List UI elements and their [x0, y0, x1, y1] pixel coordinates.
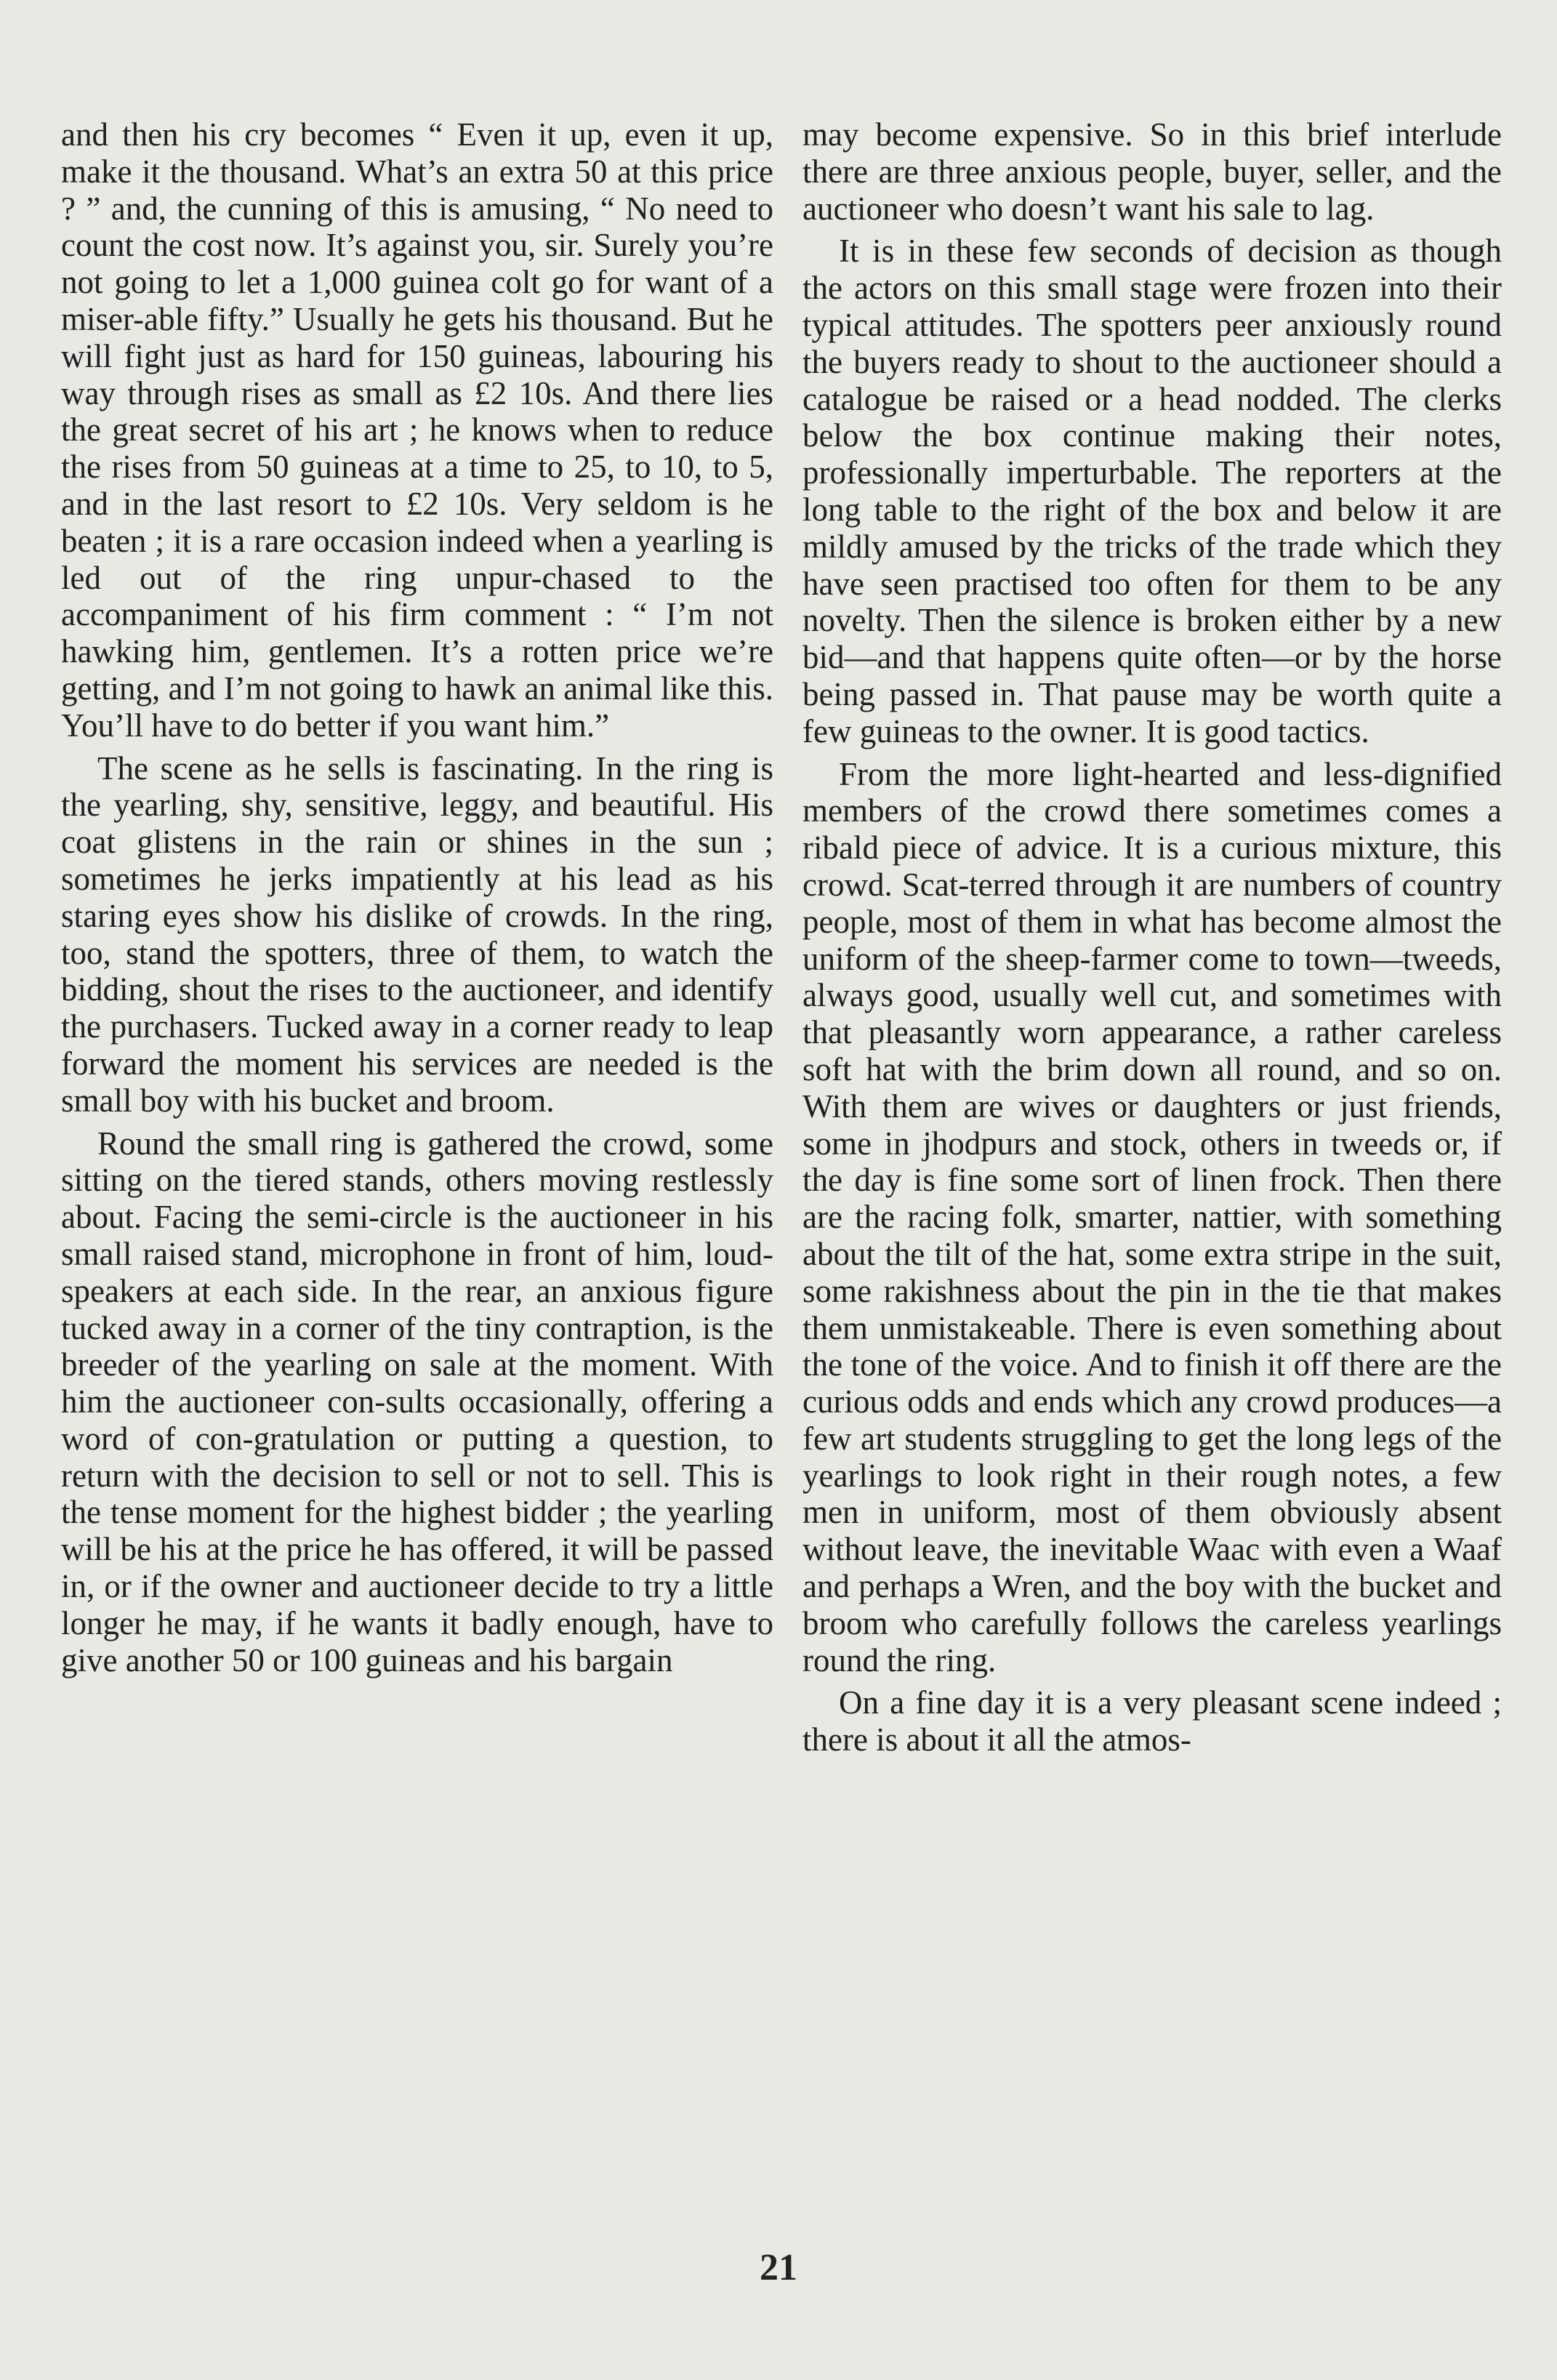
- paragraph-auctioneer-cry: and then his cry becomes “ Even it up, even it up, make it the thousand. What’s an extra 50 at this price ? ” and, the cunning of this is amusing, “ No need to count the cost now. It’s against you, sir. Surely you’re not going to let a 1,000 guinea colt go for want of a miser-able fifty.” Usually he gets his thousand. But he will fight just as hard for 150 guineas, labouring his way through rises as small as £2 10s. And there lies the great secret of his art ; he knows when to reduce the rises from 50 guineas at a time to 25, to 10, to 5, and in the last resort to £2 10s. Very seldom is he beaten ; it is a rare occasion indeed when a yearling is led out of the ring unpur-chased to the accompaniment of his firm comment : “ I’m not hawking him, gentlemen. It’s a rotten price we’re getting, and I’m not going to hawk an animal like this. You’ll have to do better if you want him.”: [61, 116, 773, 744]
- paragraph-seconds-of-decision: It is in these few seconds of decision as though the actors on this small stage were frozen into their typical attitudes. The spotters peer anxiously round the buyers ready to shout to the auctioneer should a catalogue be raised or a head nodded. The clerks below the box continue making their notes, professionally imperturbable. The reporters at the long table to the right of the box and below it are mildly amused by the tricks of the trade which they have seen practised too often for them to be any novelty. Then the silence is broken either by a new bid—and that happens quite often—or by the horse being passed in. That pause may be worth quite a few guineas to the owner. It is good tactics.: [802, 233, 1502, 749]
- paragraph-brief-interlude: may become expensive. So in this brief interlude there are three anxious people, buyer, seller, and the auctioneer who doesn’t want his sale to lag.: [802, 116, 1502, 227]
- paragraph-scene-in-ring: The scene as he sells is fascinating. In the ring is the yearling, shy, sensitive, leggy, and beautiful. His coat glistens in the rain or shines in the sun ; sometimes he jerks impatiently at his lead as his staring eyes show his dislike of crowds. In the ring, too, stand the spotters, three of them, to watch the bidding, shout the rises to the auctioneer, and identify the purchasers. Tucked away in a corner ready to leap forward the moment his services are needed is the small boy with his bucket and broom.: [61, 749, 773, 1119]
- page-number: 21: [760, 2247, 797, 2288]
- right-column: [802, 116, 1502, 1758]
- paragraph-crowd-and-auctioneer: Round the small ring is gathered the crowd, some sitting on the tiered stands, others moving restlessly about. Facing the semi-circle is the auctioneer in his small raised stand, microphone in front of him, loud-speakers at each side. In the rear, an anxious figure tucked away in a corner of the tiny contraption, is the breeder of the yearling on sale at the moment. With him the auctioneer con-sults occasionally, offering a word of con-gratulation or putting a question, to return with the decision to sell or not to sell. This is the tense moment for the highest bidder ; the yearling will be his at the price he has offered, it will be passed in, or if the owner and auctioneer decide to try a little longer he may, if he wants it badly enough, have to give another 50 or 100 guineas and his bargain: [61, 1125, 773, 1679]
- paragraph-fine-day: On a fine day it is a very pleasant scene indeed ; there is about it all the atmos-: [802, 1684, 1502, 1758]
- paragraph-crowd-mixture: From the more light-hearted and less-dignified members of the crowd there sometimes comes a ribald piece of advice. It is a curious mixture, this crowd. Scat-terred through it are numbers of country people, most of them in what has become almost the uniform of the sheep-farmer come to town—tweeds, always good, usually well cut, and sometimes with that pleasantly worn appearance, a rather careless soft hat with the brim down all round, and so on. With them are wives or daughters or just friends, some in jhodpurs and stock, others in tweeds or, if the day is fine some sort of linen frock. Then there are the racing folk, smarter, nattier, with something about the tilt of the hat, some extra stripe in the suit, some rakishness about the pin in the tie that makes them unmistakeable. There is even something about the tone of the voice. And to finish it off there are the curious odds and ends which any crowd produces—a few art students struggling to get the long legs of the yearlings to look right in their rough notes, a few men in uniform, most of them obviously absent without leave, the inevitable Waac with even a Waaf and perhaps a Wren, and the boy with the bucket and broom who carefully follows the careless yearlings round the ring.: [802, 755, 1502, 1679]
- left-column: [61, 116, 773, 1679]
